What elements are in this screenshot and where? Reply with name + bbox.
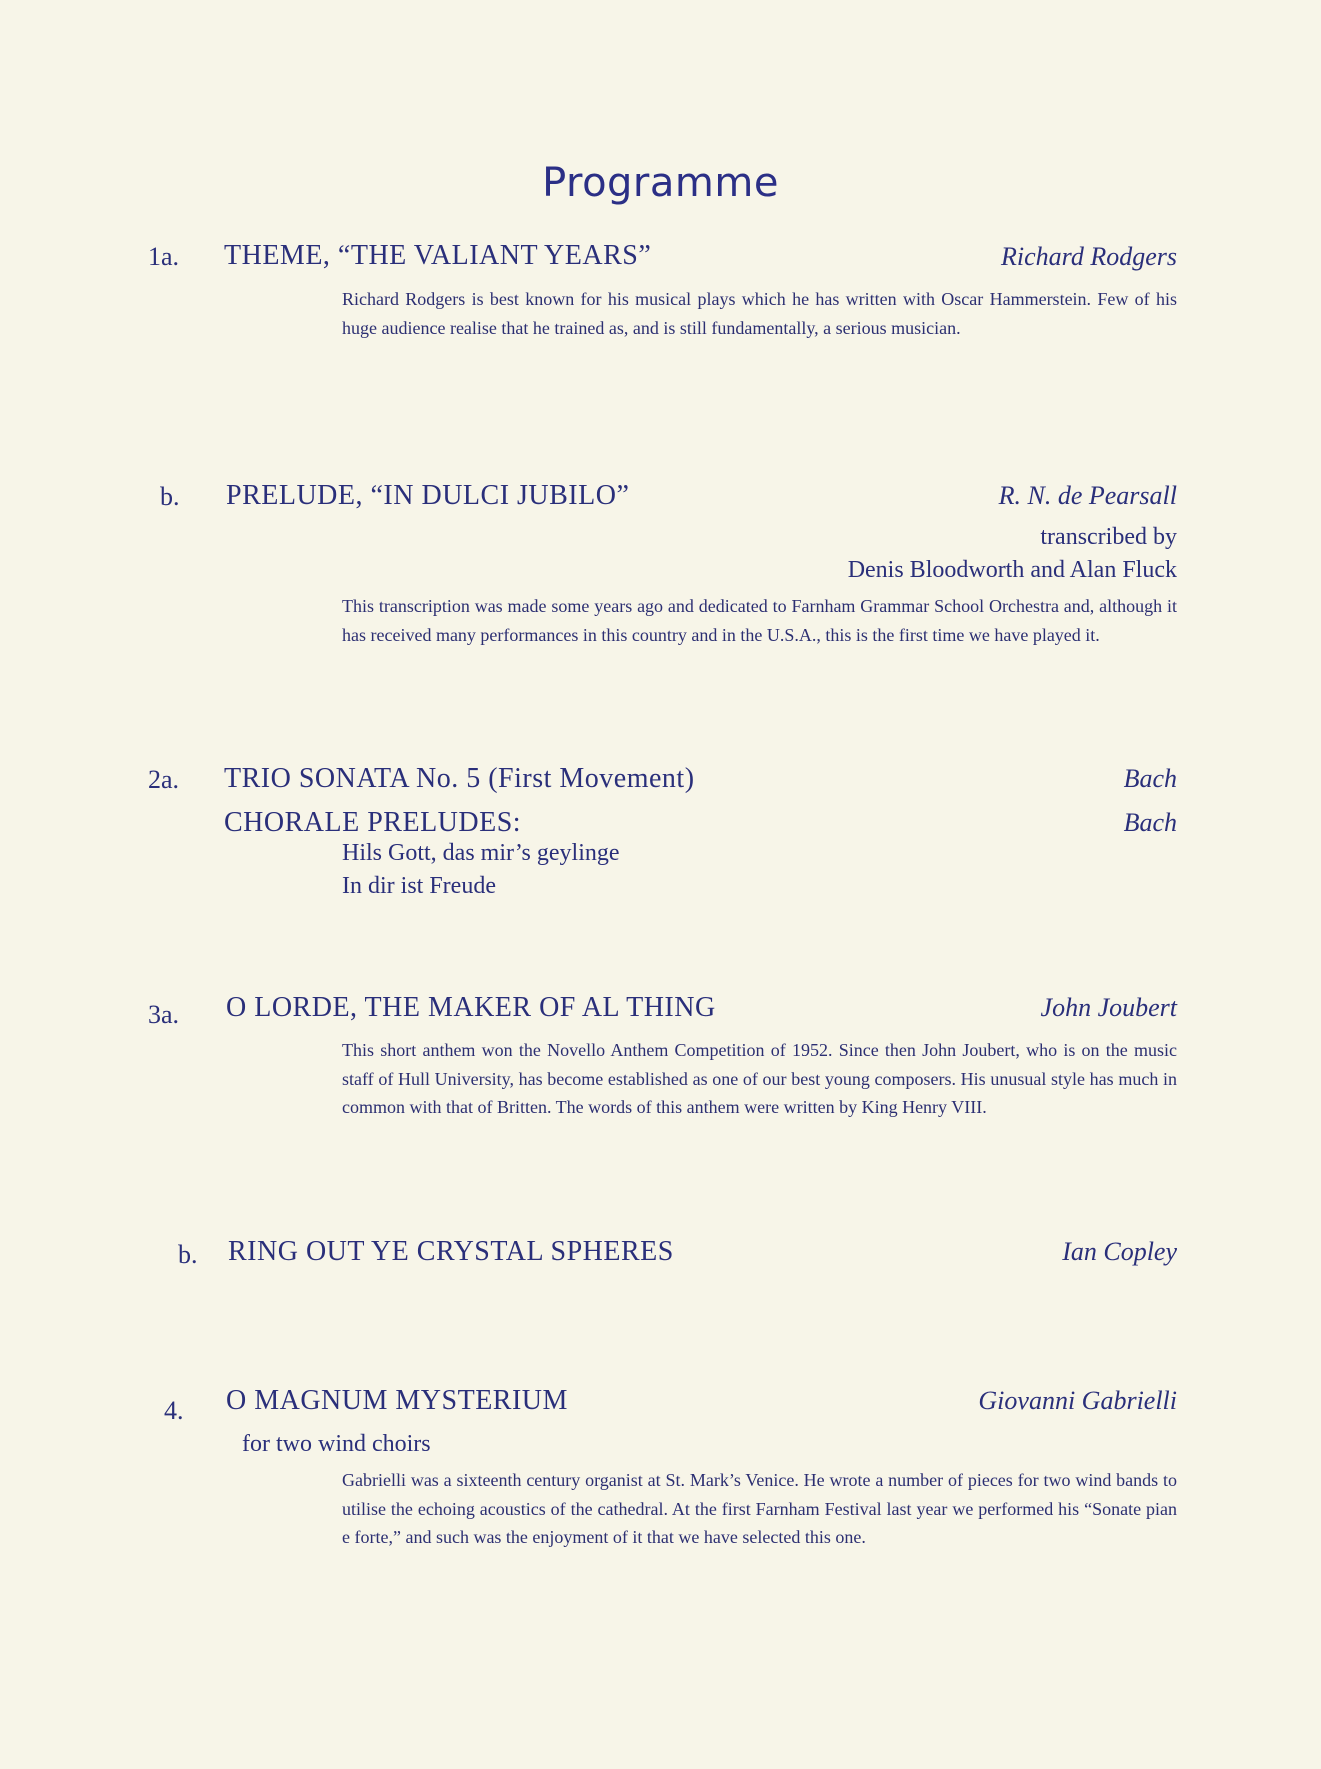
item-number: b.: [160, 482, 180, 511]
item-number: 4.: [164, 1396, 184, 1425]
piece-subtitle: for two wind choirs: [242, 1431, 431, 1457]
transcribed-by-label: transcribed by: [1040, 524, 1177, 550]
programme-note: This transcription was made some years ago and dedicated to Farnham Grammar School Orchestra and, although it has received many performances in this country and in the U.S.A., this is the first time we have played it.: [342, 596, 1177, 645]
piece-title: RING OUT YE CRYSTAL SPHERES: [228, 1236, 674, 1267]
page-title: Programme: [542, 160, 779, 206]
composer-name: Ian Copley: [1062, 1237, 1177, 1266]
programme-note: This short anthem won the Novello Anthem Competition of 1952. Since then John Joubert, who is on the music staff of Hull University, has become established as one of our best young composers. His unusual style has much in common with that of Britten. The words of this anthem were written by King Henry VIII.: [342, 1040, 1177, 1117]
piece-title: THEME, “THE VALIANT YEARS”: [224, 240, 652, 271]
piece-title-chorale: CHORALE PRELUDES:: [224, 807, 522, 838]
item-number: b.: [178, 1240, 198, 1269]
composer-name: Richard Rodgers: [1001, 242, 1177, 271]
chorale-title: Hils Gott, das mir’s geylinge: [342, 840, 620, 866]
item-number: 1a.: [148, 242, 180, 271]
composer-name: R. N. de Pearsall: [998, 481, 1177, 510]
item-number: 3a.: [148, 1000, 180, 1029]
piece-title: PRELUDE, “IN DULCI JUBILO”: [226, 480, 630, 511]
transcribers: Denis Bloodworth and Alan Fluck: [847, 557, 1177, 583]
composer-name: Bach: [1123, 764, 1177, 793]
piece-title: TRIO SONATA No. 5 (First Movement): [224, 763, 695, 794]
programme-note: Richard Rodgers is best known for his musical plays which he has written with Oscar Hammerstein. Few of his huge audience realise that he trained as, and is still fundamentally, a serious musician.: [342, 289, 1177, 338]
programme-note: Gabrielli was a sixteenth century organist at St. Mark’s Venice. He wrote a number of pieces for two wind bands to utilise the echoing acoustics of the cathedral. At the first Farnham Festival last year we performed his “Sonate pian e forte,” and such was the enjoyment of it that we have selected this one.: [342, 1470, 1177, 1547]
item-number: 2a.: [148, 765, 180, 794]
composer-name: John Joubert: [1040, 993, 1177, 1022]
piece-title: O MAGNUM MYSTERIUM: [226, 1385, 568, 1416]
composer-name: Bach: [1123, 808, 1177, 837]
piece-title: O LORDE, THE MAKER OF AL THING: [226, 992, 716, 1023]
composer-name: Giovanni Gabrielli: [978, 1386, 1177, 1415]
chorale-title: In dir ist Freude: [342, 873, 496, 899]
